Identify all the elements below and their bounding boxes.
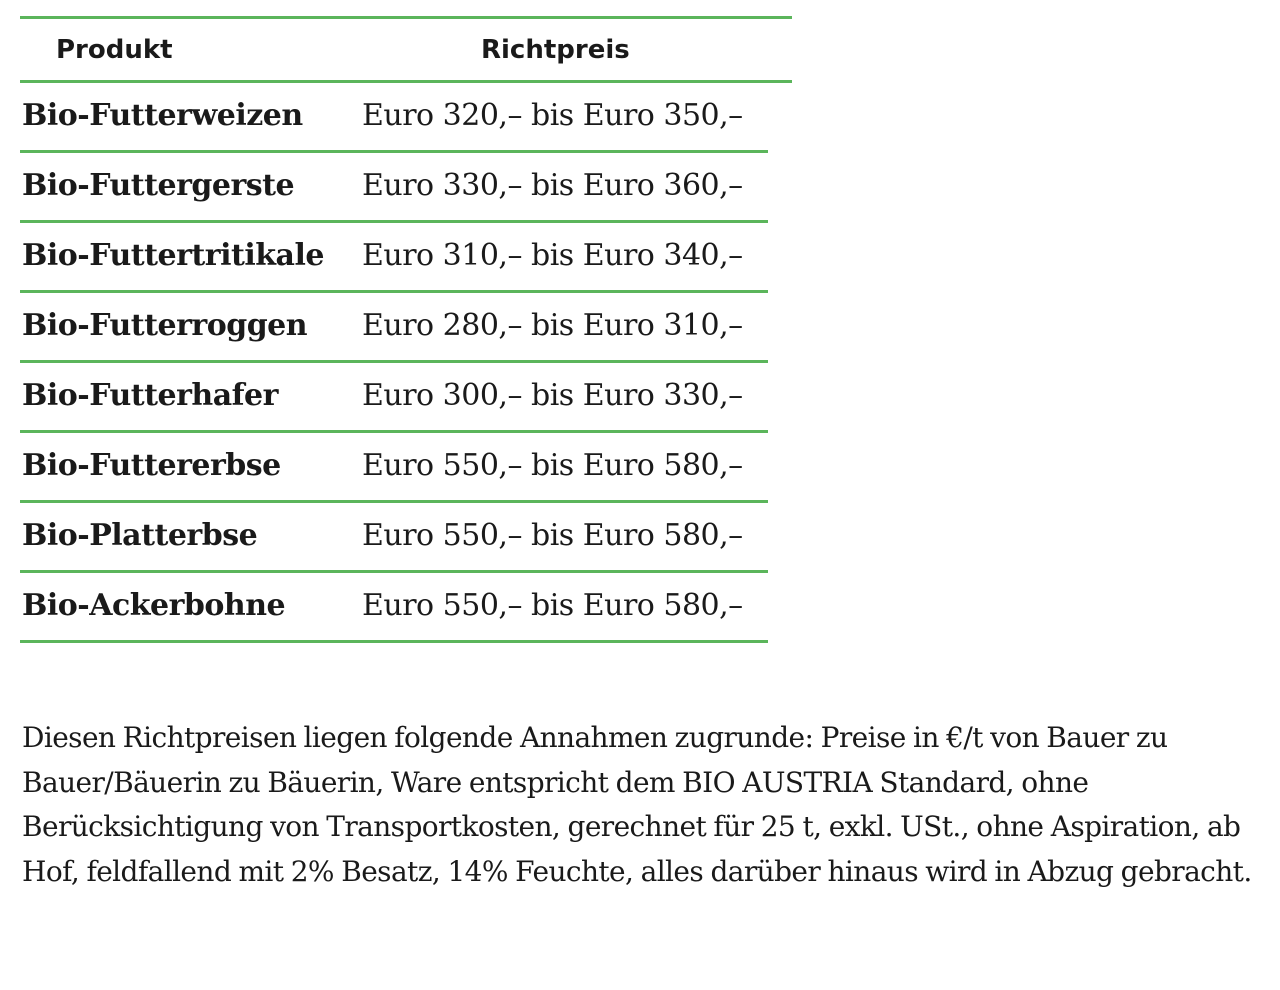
table-row [20, 293, 768, 363]
table-row [20, 573, 768, 643]
header-price: Richtpreis [481, 34, 630, 65]
table-row [20, 363, 768, 433]
table-row [20, 223, 768, 293]
table-row [20, 503, 768, 573]
price-cell: Euro 280,– bis Euro 310,– [362, 307, 743, 343]
product-cell: Bio-Futtergerste [22, 167, 295, 203]
price-cell: Euro 330,– bis Euro 360,– [362, 167, 743, 203]
product-cell: Bio-Futtererbse [22, 447, 281, 483]
price-cell: Euro 550,– bis Euro 580,– [362, 587, 743, 623]
product-cell: Bio-Futterroggen [22, 307, 308, 343]
price-cell: Euro 550,– bis Euro 580,– [362, 517, 743, 553]
header-product: Produkt [56, 34, 173, 65]
price-cell: Euro 310,– bis Euro 340,– [362, 237, 743, 273]
table-header-row [20, 19, 792, 83]
price-cell: Euro 320,– bis Euro 350,– [362, 97, 743, 133]
price-cell: Euro 300,– bis Euro 330,– [362, 377, 743, 413]
product-cell: Bio-Platterbse [22, 517, 258, 553]
product-cell: Bio-Futtertritikale [22, 237, 324, 273]
table-body [20, 83, 768, 643]
table-row [20, 433, 768, 503]
price-table [20, 16, 792, 643]
table-row [20, 153, 768, 223]
price-cell: Euro 550,– bis Euro 580,– [362, 447, 743, 483]
product-cell: Bio-Futterweizen [22, 97, 303, 133]
product-cell: Bio-Futterhafer [22, 377, 278, 413]
footnote-text: Diesen Richtpreisen liegen folgende Annahmen zugrunde: Preise in €/t von Bauer zu Bauer/Bäuerin zu Bäuerin, Ware entspricht dem BIO AUSTRIA Standard, ohne Berücksichtigung von Transportkosten, gerechnet für 25 t, exkl. USt., ohne Aspiration, ab Hof, feldfallend mit 2% Besatz, 14% Feuchte, alles darüber hinaus wird in Abzug gebracht. [22, 721, 1252, 888]
table-row [20, 83, 768, 153]
product-cell: Bio-Ackerbohne [22, 587, 286, 623]
